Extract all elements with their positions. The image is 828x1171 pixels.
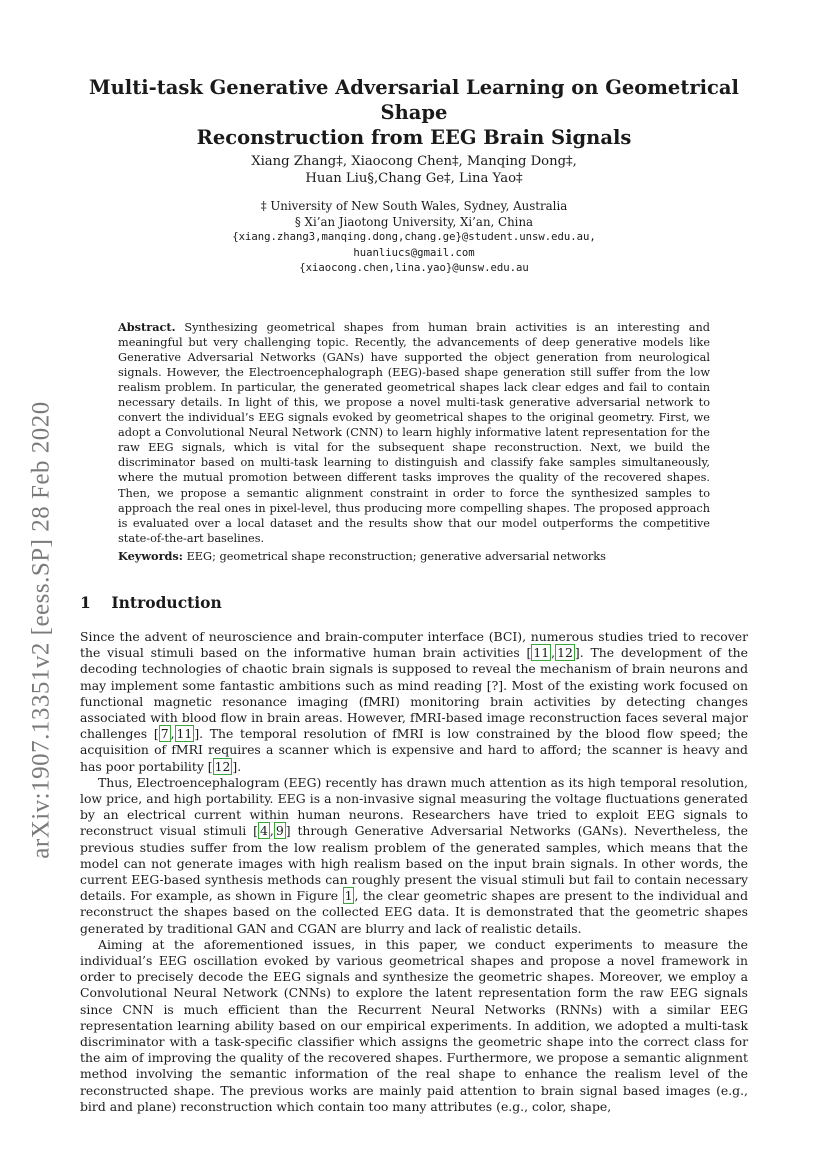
title-line-1: Multi-task Generative Adversarial Learning on Geometrical Shape xyxy=(89,76,739,124)
email-line-1: {xiang.zhang3,manqing.dong,chang.ge}@student.unsw.edu.au, xyxy=(232,231,596,244)
email-line-2: huanliucs@gmail.com xyxy=(353,246,475,259)
citation-link[interactable]: 7 xyxy=(160,726,169,742)
citation-link[interactable]: 9 xyxy=(275,823,284,839)
keywords-text: EEG; geometrical shape reconstruction; generative adversarial networks xyxy=(186,550,606,563)
keywords xyxy=(118,549,710,564)
abstract-label: Abstract. xyxy=(118,320,176,334)
citation-link[interactable]: 12 xyxy=(557,645,573,661)
authors-line-2: Huan Liu§,Chang Ge‡, Lina Yao‡ xyxy=(305,171,523,186)
paragraph-1: Since the advent of neuroscience and brain-computer interface (BCI), numerous studies tried to recover the visual stimuli based on the informative human brain activities [ 11 , 12 ]. The development of the decoding technologies of chaotic brain signals is supposed to reveal the mechanism of brain neurons and may implement some fantastic ambitions such as mind reading [?]. Most of the existing work focused on functional magnetic resonance imaging (fMRI) monitoring brain activities by detecting changes associated with blood flow in brain areas. However, fMRI-based image reconstruction faces several major challenges [ 7 , 11 ]. The temporal resolution of fMRI is low constrained by the blood flow speed; the acquisition of fMRI requires a scanner which is expensive and hard to afford; the scanner is heavy and has poor portability [ 12 ]. xyxy=(80,629,748,774)
authors-line-1: Xiang Zhang‡, Xiaocong Chen‡, Manqing Dong‡, xyxy=(251,154,577,169)
citation-link[interactable]: 11 xyxy=(533,645,550,661)
section-title: Introduction xyxy=(111,593,222,612)
figure-link[interactable]: 1 xyxy=(344,888,353,904)
title-line-2: Reconstruction from EEG Brain Signals xyxy=(196,126,632,149)
citation: [ 11 , 12 ] xyxy=(526,645,580,661)
arxiv-sidebar-stamp xyxy=(22,370,62,890)
citation-link[interactable]: 4 xyxy=(259,823,268,839)
citation: [ 12 ] xyxy=(207,758,238,774)
affiliation-xjtu: § Xi’an Jiaotong University, Xi’an, China xyxy=(294,214,534,229)
citation: [ 7 , 11 ] xyxy=(153,726,200,742)
paragraph-2: Thus, Electroencephalogram (EEG) recently has drawn much attention as its high temporal resolution, low price, and high portability. EEG is a non-invasive signal measuring the voltage fluctuations generated by an electrical current within human neurons. Researchers have tried to exploit EEG signals to reconstruct visual stimuli [ 4 , 9 ] through Generative Adversarial Networks (GANs). Nevertheless, the previous studies suffer from the low realism problem of the generated samples, which means that the model can not generate images with high realism based on the input brain signals. In other words, the current EEG-based synthesis methods can roughly present the visual stimuli but fail to contain necessary details. For example, as shown in Figure 1 , the clear geometric shapes are present to the individual and reconstruct the shapes based on the collected EEG data. It is demonstrated that the geometric shapes generated by traditional GAN and CGAN are blurry and lack of realistic details. xyxy=(80,774,749,936)
section-number: 1 xyxy=(80,593,91,612)
figure-reference xyxy=(343,887,355,904)
citation-link[interactable]: 12 xyxy=(214,758,231,774)
citation-link[interactable]: 11 xyxy=(176,726,193,742)
abstract xyxy=(118,320,710,546)
arxiv-identifier: arXiv:1907.13351v2 [eess.SP] 28 Feb 2020 xyxy=(28,401,56,859)
author-list xyxy=(80,153,748,187)
body-text xyxy=(80,629,748,1115)
affiliations xyxy=(80,199,748,277)
abstract-text: Synthesizing geometrical shapes from human brain activities is an interesting and meaningful but very challenging topic. Recently, the advancements of deep generative models like Generative Adversarial Networks (GANs) have supported the object generation from neurological signals. However, the Electroencephalograph (EEG)-based shape generation still suffer from the low realism problem. In particular, the generated geometrical shapes lack clear edges and fail to contain necessary details. In light of this, we propose a novel multi-task generative adversarial network to convert the individual’s EEG signals evoked by geometrical shapes to the original geometry. First, we adopt a Convolutional Neural Network (CNN) to learn highly informative latent representation for the raw EEG signals, which is vital for the subsequent shape reconstruction. Next, we build the discriminator based on multi-task learning to distinguish and classify fake samples simultaneously, where the mutual promotion between different tasks improves the quality of the recovered shapes. Then, we propose a semantic alignment constraint in order to force the synthesized samples to approach the real ones in pixel-level, thus producing more compelling shapes. The proposed approach is evaluated over a local dataset and the results show that our model outperforms the competitive state-of-the-art baselines. xyxy=(118,321,710,545)
paragraph-3: Aiming at the aforementioned issues, in this paper, we conduct experiments to measure the individual’s EEG oscillation evoked by various geometrical shapes and propose a novel framework in order to precisely decode the EEG signals and synthesize the geometric shapes. Moreover, we employ a Convolutional Neural Network (CNNs) to explore the latent representation form the raw EEG signals since CNN is much efficient than the Recurrent Neural Networks (RNNs) with a similar EEG representation learning ability based on our empirical experiments. In addition, we adopted a multi-task discriminator with a task-specific classifier which assigns the geometric shape into the correct class for the aim of improving the quality of the recovered shapes. Furthermore, we propose a semantic alignment method involving the semantic information of the real shape to enhance the realism level of the reconstructed shape. The previous works are mainly paid attention to brain signal based images (e.g., bird and plane) reconstruction which contain too many attributes (e.g., color, shape, xyxy=(80,936,748,1114)
affiliation-unsw: ‡ University of New South Wales, Sydney, Australia xyxy=(260,199,568,213)
section-heading xyxy=(80,593,748,612)
paper-title xyxy=(80,75,748,150)
keywords-label: Keywords: xyxy=(118,549,183,563)
email-line-3: {xiaocong.chen,lina.yao}@unsw.edu.au xyxy=(299,262,529,275)
citation: [ 4 , 9 ] xyxy=(253,823,291,839)
